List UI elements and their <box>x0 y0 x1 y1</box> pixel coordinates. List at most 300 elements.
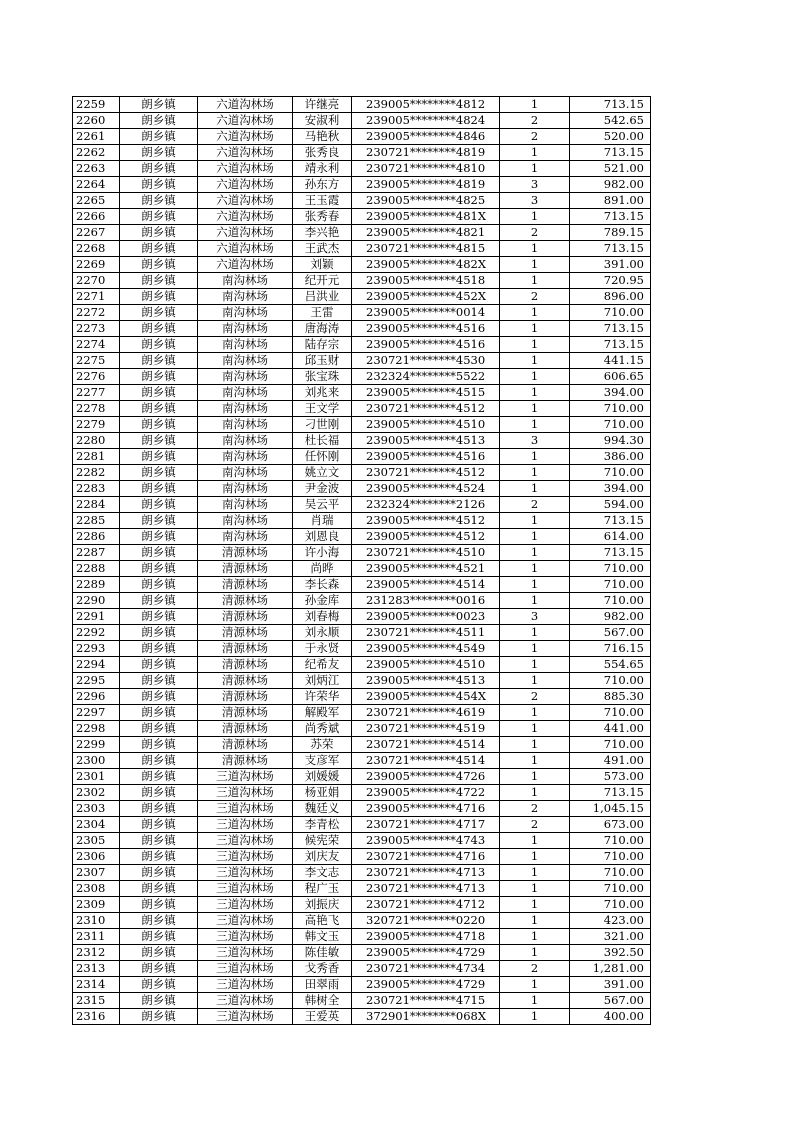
count-cell: 1 <box>500 593 570 609</box>
name-cell: 姚立文 <box>293 465 352 481</box>
amount-cell: 982.00 <box>570 177 651 193</box>
name-cell: 马艳秋 <box>293 129 352 145</box>
id-number-cell: 231283********0016 <box>352 593 500 609</box>
row-number-cell: 2305 <box>73 833 120 849</box>
town-cell: 朗乡镇 <box>120 145 198 161</box>
table-row <box>73 417 651 433</box>
count-cell: 1 <box>500 833 570 849</box>
town-cell: 朗乡镇 <box>120 737 198 753</box>
forest-farm-cell: 三道沟林场 <box>198 977 293 993</box>
row-number-cell: 2260 <box>73 113 120 129</box>
forest-farm-cell: 南沟林场 <box>198 497 293 513</box>
count-cell: 1 <box>500 721 570 737</box>
name-cell: 刘永顺 <box>293 625 352 641</box>
name-cell: 肖瑞 <box>293 513 352 529</box>
count-cell: 2 <box>500 289 570 305</box>
table-row <box>73 97 651 113</box>
town-cell: 朗乡镇 <box>120 785 198 801</box>
row-number-cell: 2295 <box>73 673 120 689</box>
town-cell: 朗乡镇 <box>120 497 198 513</box>
table-row <box>73 673 651 689</box>
forest-farm-cell: 六道沟林场 <box>198 177 293 193</box>
amount-cell: 614.00 <box>570 529 651 545</box>
forest-farm-cell: 清源林场 <box>198 641 293 657</box>
amount-cell: 710.00 <box>570 737 651 753</box>
amount-cell: 606.65 <box>570 369 651 385</box>
id-number-cell: 239005********4515 <box>352 385 500 401</box>
id-number-cell: 230721********4530 <box>352 353 500 369</box>
id-number-cell: 230721********4715 <box>352 993 500 1009</box>
amount-cell: 391.00 <box>570 257 651 273</box>
row-number-cell: 2284 <box>73 497 120 513</box>
table-row <box>73 769 651 785</box>
forest-farm-cell: 六道沟林场 <box>198 145 293 161</box>
amount-cell: 713.15 <box>570 241 651 257</box>
amount-cell: 594.00 <box>570 497 651 513</box>
name-cell: 刘庆友 <box>293 849 352 865</box>
amount-cell: 394.00 <box>570 385 651 401</box>
amount-cell: 720.95 <box>570 273 651 289</box>
count-cell: 1 <box>500 417 570 433</box>
table-row <box>73 497 651 513</box>
table-row <box>73 849 651 865</box>
town-cell: 朗乡镇 <box>120 225 198 241</box>
amount-cell: 710.00 <box>570 305 651 321</box>
forest-farm-cell: 南沟林场 <box>198 353 293 369</box>
name-cell: 刘颖 <box>293 257 352 273</box>
name-cell: 刘炳江 <box>293 673 352 689</box>
table-row <box>73 449 651 465</box>
table-row <box>73 193 651 209</box>
table-row <box>73 865 651 881</box>
town-cell: 朗乡镇 <box>120 561 198 577</box>
forest-farm-cell: 南沟林场 <box>198 513 293 529</box>
amount-cell: 394.00 <box>570 481 651 497</box>
name-cell: 刘媛媛 <box>293 769 352 785</box>
table-row <box>73 689 651 705</box>
amount-cell: 1,281.00 <box>570 961 651 977</box>
row-number-cell: 2279 <box>73 417 120 433</box>
table-row <box>73 545 651 561</box>
row-number-cell: 2275 <box>73 353 120 369</box>
forest-farm-cell: 清源林场 <box>198 721 293 737</box>
count-cell: 1 <box>500 849 570 865</box>
forest-farm-cell: 清源林场 <box>198 753 293 769</box>
amount-cell: 423.00 <box>570 913 651 929</box>
count-cell: 1 <box>500 945 570 961</box>
name-cell: 许继亮 <box>293 97 352 113</box>
row-number-cell: 2289 <box>73 577 120 593</box>
row-number-cell: 2306 <box>73 849 120 865</box>
forest-farm-cell: 清源林场 <box>198 561 293 577</box>
row-number-cell: 2292 <box>73 625 120 641</box>
table-row <box>73 401 651 417</box>
id-number-cell: 230721********4713 <box>352 881 500 897</box>
count-cell: 1 <box>500 977 570 993</box>
row-number-cell: 2268 <box>73 241 120 257</box>
count-cell: 1 <box>500 881 570 897</box>
name-cell: 杜长福 <box>293 433 352 449</box>
forest-farm-cell: 三道沟林场 <box>198 993 293 1009</box>
town-cell: 朗乡镇 <box>120 689 198 705</box>
amount-cell: 710.00 <box>570 705 651 721</box>
amount-cell: 542.65 <box>570 113 651 129</box>
table-row <box>73 609 651 625</box>
count-cell: 2 <box>500 801 570 817</box>
row-number-cell: 2301 <box>73 769 120 785</box>
row-number-cell: 2283 <box>73 481 120 497</box>
count-cell: 2 <box>500 129 570 145</box>
count-cell: 1 <box>500 305 570 321</box>
count-cell: 1 <box>500 657 570 673</box>
town-cell: 朗乡镇 <box>120 449 198 465</box>
id-number-cell: 239005********4821 <box>352 225 500 241</box>
table-row <box>73 785 651 801</box>
table-row <box>73 561 651 577</box>
count-cell: 1 <box>500 145 570 161</box>
id-number-cell: 239005********482X <box>352 257 500 273</box>
name-cell: 王文学 <box>293 401 352 417</box>
forest-farm-cell: 南沟林场 <box>198 417 293 433</box>
town-cell: 朗乡镇 <box>120 545 198 561</box>
amount-cell: 713.15 <box>570 97 651 113</box>
row-number-cell: 2278 <box>73 401 120 417</box>
id-number-cell: 239005********4512 <box>352 513 500 529</box>
count-cell: 1 <box>500 161 570 177</box>
table-row <box>73 881 651 897</box>
table-row <box>73 145 651 161</box>
id-number-cell: 239005********4513 <box>352 673 500 689</box>
table-row <box>73 337 651 353</box>
forest-farm-cell: 清源林场 <box>198 625 293 641</box>
amount-cell: 673.00 <box>570 817 651 833</box>
forest-farm-cell: 南沟林场 <box>198 369 293 385</box>
count-cell: 1 <box>500 513 570 529</box>
table-row <box>73 305 651 321</box>
count-cell: 2 <box>500 689 570 705</box>
table-row <box>73 625 651 641</box>
id-number-cell: 239005********4718 <box>352 929 500 945</box>
town-cell: 朗乡镇 <box>120 193 198 209</box>
town-cell: 朗乡镇 <box>120 705 198 721</box>
row-number-cell: 2296 <box>73 689 120 705</box>
id-number-cell: 239005********4521 <box>352 561 500 577</box>
forest-farm-cell: 南沟林场 <box>198 529 293 545</box>
id-number-cell: 239005********4524 <box>352 481 500 497</box>
town-cell: 朗乡镇 <box>120 913 198 929</box>
forest-farm-cell: 南沟林场 <box>198 481 293 497</box>
town-cell: 朗乡镇 <box>120 513 198 529</box>
id-number-cell: 239005********4716 <box>352 801 500 817</box>
town-cell: 朗乡镇 <box>120 881 198 897</box>
table-row <box>73 513 651 529</box>
row-number-cell: 2290 <box>73 593 120 609</box>
row-number-cell: 2293 <box>73 641 120 657</box>
row-number-cell: 2291 <box>73 609 120 625</box>
name-cell: 李长森 <box>293 577 352 593</box>
town-cell: 朗乡镇 <box>120 961 198 977</box>
table-row <box>73 209 651 225</box>
forest-farm-cell: 清源林场 <box>198 705 293 721</box>
name-cell: 邱玉财 <box>293 353 352 369</box>
name-cell: 刘恩良 <box>293 529 352 545</box>
forest-farm-cell: 清源林场 <box>198 689 293 705</box>
amount-cell: 896.00 <box>570 289 651 305</box>
name-cell: 安淑利 <box>293 113 352 129</box>
count-cell: 1 <box>500 321 570 337</box>
name-cell: 孙东方 <box>293 177 352 193</box>
town-cell: 朗乡镇 <box>120 577 198 593</box>
table-row <box>73 977 651 993</box>
row-number-cell: 2262 <box>73 145 120 161</box>
count-cell: 1 <box>500 673 570 689</box>
amount-cell: 710.00 <box>570 561 651 577</box>
count-cell: 1 <box>500 897 570 913</box>
amount-cell: 713.15 <box>570 545 651 561</box>
id-number-cell: 239005********4812 <box>352 97 500 113</box>
town-cell: 朗乡镇 <box>120 753 198 769</box>
amount-cell: 710.00 <box>570 881 651 897</box>
town-cell: 朗乡镇 <box>120 241 198 257</box>
forest-farm-cell: 清源林场 <box>198 545 293 561</box>
forest-farm-cell: 南沟林场 <box>198 273 293 289</box>
row-number-cell: 2313 <box>73 961 120 977</box>
town-cell: 朗乡镇 <box>120 481 198 497</box>
name-cell: 戈秀香 <box>293 961 352 977</box>
id-number-cell: 239005********4825 <box>352 193 500 209</box>
id-number-cell: 230721********4514 <box>352 737 500 753</box>
amount-cell: 521.00 <box>570 161 651 177</box>
count-cell: 1 <box>500 385 570 401</box>
count-cell: 1 <box>500 929 570 945</box>
id-number-cell: 239005********4510 <box>352 417 500 433</box>
row-number-cell: 2276 <box>73 369 120 385</box>
table-row <box>73 801 651 817</box>
name-cell: 刘兆来 <box>293 385 352 401</box>
forest-farm-cell: 清源林场 <box>198 593 293 609</box>
row-number-cell: 2312 <box>73 945 120 961</box>
town-cell: 朗乡镇 <box>120 721 198 737</box>
row-number-cell: 2302 <box>73 785 120 801</box>
forest-farm-cell: 南沟林场 <box>198 305 293 321</box>
forest-farm-cell: 三道沟林场 <box>198 849 293 865</box>
table-row <box>73 993 651 1009</box>
name-cell: 王武杰 <box>293 241 352 257</box>
table-row <box>73 721 651 737</box>
amount-cell: 386.00 <box>570 449 651 465</box>
town-cell: 朗乡镇 <box>120 113 198 129</box>
name-cell: 孙金库 <box>293 593 352 609</box>
row-number-cell: 2308 <box>73 881 120 897</box>
amount-cell: 1,045.15 <box>570 801 651 817</box>
id-number-cell: 239005********0014 <box>352 305 500 321</box>
table-row <box>73 353 651 369</box>
table-row <box>73 737 651 753</box>
forest-farm-cell: 南沟林场 <box>198 337 293 353</box>
forest-farm-cell: 南沟林场 <box>198 289 293 305</box>
row-number-cell: 2265 <box>73 193 120 209</box>
id-number-cell: 239005********4846 <box>352 129 500 145</box>
name-cell: 许小海 <box>293 545 352 561</box>
id-number-cell: 239005********0023 <box>352 609 500 625</box>
count-cell: 3 <box>500 433 570 449</box>
row-number-cell: 2297 <box>73 705 120 721</box>
count-cell: 2 <box>500 817 570 833</box>
town-cell: 朗乡镇 <box>120 465 198 481</box>
name-cell: 韩树全 <box>293 993 352 1009</box>
table-row <box>73 945 651 961</box>
table-body <box>73 97 651 1025</box>
id-number-cell: 230721********4514 <box>352 753 500 769</box>
count-cell: 1 <box>500 545 570 561</box>
amount-cell: 789.15 <box>570 225 651 241</box>
forest-farm-cell: 清源林场 <box>198 657 293 673</box>
amount-cell: 713.15 <box>570 145 651 161</box>
amount-cell: 441.15 <box>570 353 651 369</box>
name-cell: 尚秀斌 <box>293 721 352 737</box>
forest-farm-cell: 六道沟林场 <box>198 225 293 241</box>
amount-cell: 710.00 <box>570 673 651 689</box>
table-row <box>73 225 651 241</box>
id-number-cell: 239005********4516 <box>352 337 500 353</box>
row-number-cell: 2266 <box>73 209 120 225</box>
id-number-cell: 230721********4815 <box>352 241 500 257</box>
id-number-cell: 239005********4516 <box>352 449 500 465</box>
id-number-cell: 239005********4516 <box>352 321 500 337</box>
name-cell: 尚晔 <box>293 561 352 577</box>
row-number-cell: 2281 <box>73 449 120 465</box>
id-number-cell: 239005********4510 <box>352 657 500 673</box>
count-cell: 1 <box>500 705 570 721</box>
amount-cell: 713.15 <box>570 785 651 801</box>
id-number-cell: 239005********4743 <box>352 833 500 849</box>
town-cell: 朗乡镇 <box>120 257 198 273</box>
row-number-cell: 2259 <box>73 97 120 113</box>
count-cell: 1 <box>500 753 570 769</box>
town-cell: 朗乡镇 <box>120 353 198 369</box>
town-cell: 朗乡镇 <box>120 993 198 1009</box>
id-number-cell: 320721********0220 <box>352 913 500 929</box>
amount-cell: 710.00 <box>570 865 651 881</box>
name-cell: 张秀良 <box>293 145 352 161</box>
row-number-cell: 2288 <box>73 561 120 577</box>
name-cell: 程广玉 <box>293 881 352 897</box>
count-cell: 1 <box>500 561 570 577</box>
forest-farm-cell: 三道沟林场 <box>198 833 293 849</box>
row-number-cell: 2261 <box>73 129 120 145</box>
row-number-cell: 2285 <box>73 513 120 529</box>
id-number-cell: 230721********4716 <box>352 849 500 865</box>
id-number-cell: 239005********452X <box>352 289 500 305</box>
town-cell: 朗乡镇 <box>120 273 198 289</box>
table-row <box>73 753 651 769</box>
amount-cell: 710.00 <box>570 849 651 865</box>
name-cell: 纪开元 <box>293 273 352 289</box>
row-number-cell: 2311 <box>73 929 120 945</box>
row-number-cell: 2316 <box>73 1009 120 1025</box>
amount-cell: 554.65 <box>570 657 651 673</box>
amount-cell: 982.00 <box>570 609 651 625</box>
name-cell: 田翠雨 <box>293 977 352 993</box>
id-number-cell: 239005********4729 <box>352 945 500 961</box>
amount-cell: 520.00 <box>570 129 651 145</box>
forest-farm-cell: 三道沟林场 <box>198 801 293 817</box>
amount-cell: 713.15 <box>570 513 651 529</box>
row-number-cell: 2271 <box>73 289 120 305</box>
row-number-cell: 2299 <box>73 737 120 753</box>
name-cell: 唐海涛 <box>293 321 352 337</box>
town-cell: 朗乡镇 <box>120 417 198 433</box>
table-row <box>73 273 651 289</box>
table-row <box>73 961 651 977</box>
row-number-cell: 2269 <box>73 257 120 273</box>
count-cell: 1 <box>500 865 570 881</box>
amount-cell: 710.00 <box>570 897 651 913</box>
forest-farm-cell: 南沟林场 <box>198 465 293 481</box>
amount-cell: 400.00 <box>570 1009 651 1025</box>
amount-cell: 710.00 <box>570 417 651 433</box>
forest-farm-cell: 六道沟林场 <box>198 241 293 257</box>
town-cell: 朗乡镇 <box>120 625 198 641</box>
name-cell: 陈佳敏 <box>293 945 352 961</box>
town-cell: 朗乡镇 <box>120 369 198 385</box>
name-cell: 许荣华 <box>293 689 352 705</box>
count-cell: 2 <box>500 113 570 129</box>
amount-cell: 713.15 <box>570 337 651 353</box>
id-number-cell: 230721********4512 <box>352 465 500 481</box>
forest-farm-cell: 六道沟林场 <box>198 209 293 225</box>
amount-cell: 885.30 <box>570 689 651 705</box>
count-cell: 1 <box>500 993 570 1009</box>
row-number-cell: 2282 <box>73 465 120 481</box>
amount-cell: 392.50 <box>570 945 651 961</box>
town-cell: 朗乡镇 <box>120 289 198 305</box>
id-number-cell: 230721********4734 <box>352 961 500 977</box>
amount-cell: 710.00 <box>570 593 651 609</box>
row-number-cell: 2307 <box>73 865 120 881</box>
town-cell: 朗乡镇 <box>120 321 198 337</box>
count-cell: 3 <box>500 177 570 193</box>
table-row <box>73 657 651 673</box>
amount-cell: 891.00 <box>570 193 651 209</box>
table-row <box>73 481 651 497</box>
forest-farm-cell: 南沟林场 <box>198 401 293 417</box>
town-cell: 朗乡镇 <box>120 433 198 449</box>
town-cell: 朗乡镇 <box>120 929 198 945</box>
forest-farm-cell: 六道沟林场 <box>198 113 293 129</box>
amount-cell: 710.00 <box>570 833 651 849</box>
forest-farm-cell: 三道沟林场 <box>198 769 293 785</box>
row-number-cell: 2286 <box>73 529 120 545</box>
name-cell: 支彦军 <box>293 753 352 769</box>
table-row <box>73 529 651 545</box>
count-cell: 2 <box>500 225 570 241</box>
amount-cell: 321.00 <box>570 929 651 945</box>
name-cell: 韩文玉 <box>293 929 352 945</box>
row-number-cell: 2273 <box>73 321 120 337</box>
id-number-cell: 239005********4824 <box>352 113 500 129</box>
name-cell: 刘春梅 <box>293 609 352 625</box>
id-number-cell: 239005********4512 <box>352 529 500 545</box>
id-number-cell: 230721********4519 <box>352 721 500 737</box>
table-row <box>73 929 651 945</box>
amount-cell: 716.15 <box>570 641 651 657</box>
forest-farm-cell: 南沟林场 <box>198 321 293 337</box>
row-number-cell: 2304 <box>73 817 120 833</box>
amount-cell: 391.00 <box>570 977 651 993</box>
forest-farm-cell: 三道沟林场 <box>198 881 293 897</box>
name-cell: 李青松 <box>293 817 352 833</box>
